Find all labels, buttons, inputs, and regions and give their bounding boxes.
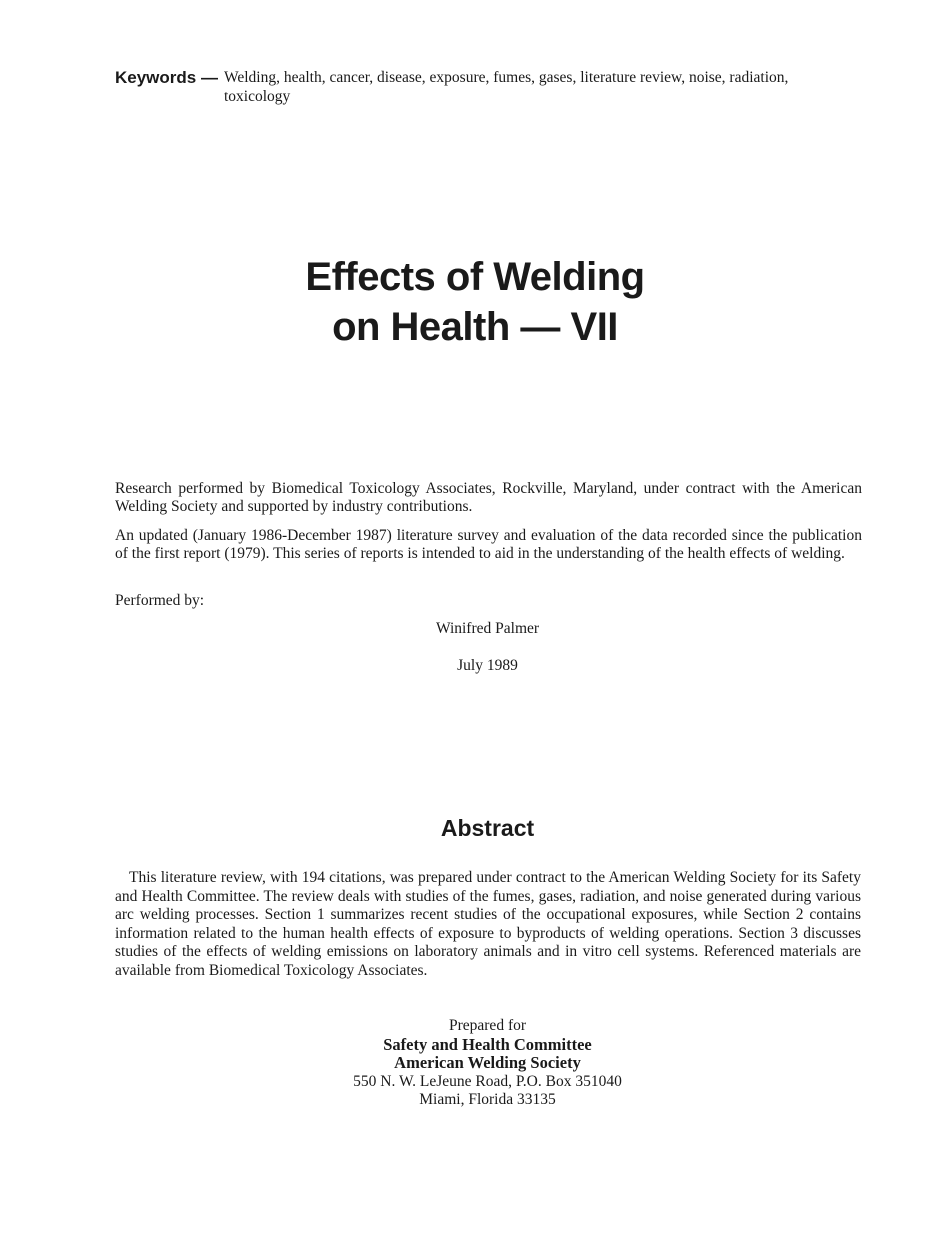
performed-by-label: Performed by: <box>115 592 205 609</box>
keywords-list: Welding, health, cancer, disease, exposure, fumes, gases, literature review, noise, radiation, toxicology <box>223 69 789 105</box>
society-name: American Welding Society <box>394 1053 581 1072</box>
title-line-2: on Health — VII <box>332 305 618 349</box>
prepared-for-label: Prepared for <box>448 1017 527 1034</box>
committee-name: Safety and Health Committee <box>383 1034 592 1054</box>
prepared-for-block <box>0 1017 950 1110</box>
keywords-label: Keywords — <box>115 68 218 87</box>
keywords-block <box>115 68 835 106</box>
research-statement: Research performed by Biomedical Toxicology Associates, Rockville, Maryland, under contract with the American Welding Society and supported by industry contributions. <box>115 480 862 515</box>
author-name: Winifred Palmer <box>435 620 540 637</box>
title-line-1: Effects of Welding <box>305 255 645 299</box>
abstract-body: This literature review, with 194 citations, was prepared under contract to the American Welding Society for its Safety and Health Committee. The review deals with studies of the fumes, gases, radiation, and noise generated during various arc welding processes. Section 1 summarizes recent studies of the occupational exposures, while Section 2 contains information related to the human health effects of exposure to byproducts of welding operations. Section 3 discusses studies of the effects of welding emissions on laboratory animals and in vitro cell systems. Referenced materials are available from Biomedical Toxicology Associates. <box>115 869 861 979</box>
document-title <box>0 252 950 352</box>
street-address: 550 N. W. LeJeune Road, P.O. Box 351040 <box>353 1072 622 1090</box>
survey-description: An updated (January 1986-December 1987) literature survey and evaluation of the data recorded since the publication of the first report (1979). This series of reports is intended to aid in the understanding of the health effects of welding. <box>115 527 862 562</box>
city-address: Miami, Florida 33135 <box>419 1091 556 1108</box>
abstract-heading: Abstract <box>440 815 535 841</box>
publication-date: July 1989 <box>457 657 518 674</box>
